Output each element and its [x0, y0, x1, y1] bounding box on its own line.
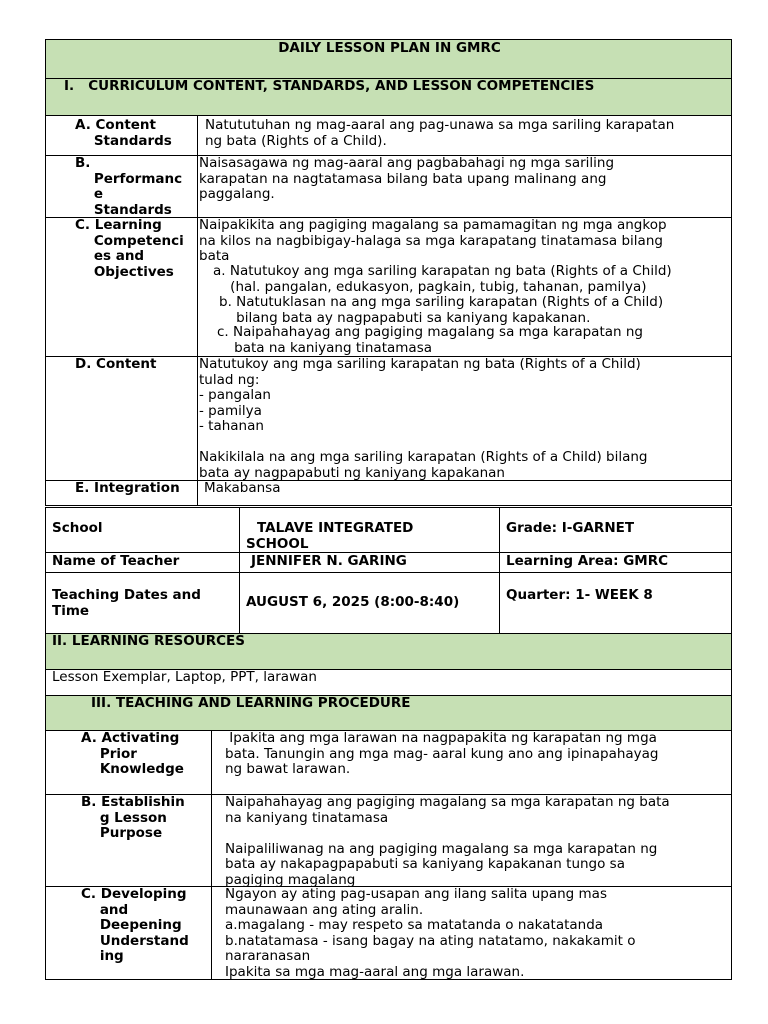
performance-standards-label: B. Performanc e Standards: [75, 155, 183, 218]
integration-label-cell: [45, 480, 198, 506]
school-value: TALAVE INTEGRATED SCHOOL: [246, 520, 414, 552]
content-standards-text-cell: [197, 115, 732, 156]
objective-b: b. Natutuklasan na ang mga sariling karapatan (Rights of a Child) bilang bata ay nagpapabuti sa kaniyang kapakanan.: [219, 294, 664, 326]
section2-heading: II. LEARNING RESOURCES: [52, 633, 245, 649]
grade-value: Grade: I-GARNET: [506, 520, 635, 536]
performance-standards-text: Naisasagawa ng mag-aaral ang pagbabahagi ng mga sariling karapatan na nagtatamasa bilang bata upang malinang ang paggalang.: [199, 155, 615, 202]
developing-text: Ngayon ay ating pag-usapan ang ilang salita upang mas maunawaan ang ating aralin. a.magalang - may respeto sa matatanda o nakatatanda b.natatamasa - isang bagay na ating natatamo, nakakamit o nararanasan Ipakita sa mga mag-aaral ang mga larawan.: [225, 886, 636, 980]
teacher-label-cell: [45, 552, 240, 573]
objective-c: c. Naipahahayag ang pagiging magalang sa mga karapatan ng bata na kaniyang tinatamasa: [217, 324, 643, 356]
content-text-cell: [197, 356, 732, 481]
content-standards-text: Natututuhan ng mag-aaral ang pag-unawa sa mga sariling karapatan ng bata (Rights of a Child).: [205, 117, 675, 149]
dates-value-cell: [239, 572, 500, 634]
section3-heading-row: [45, 695, 732, 731]
school-label-cell: [45, 507, 240, 553]
activating-label: A. Activating Prior Knowledge: [81, 730, 184, 777]
teacher-value: JENNIFER N. GARING: [251, 553, 407, 569]
content-standards-label-cell: [45, 115, 198, 156]
dates-value: AUGUST 6, 2025 (8:00-8:40): [246, 594, 460, 610]
content-label-cell: [45, 356, 198, 481]
dates-label-cell: [45, 572, 240, 634]
activating-text: Ipakita ang mga larawan na nagpapakita ng karapatan ng mga bata. Tanungin ang mga mag- aaral kung ano ang ipinapahayag ng bawat larawan.: [225, 730, 659, 777]
learning-area-cell: [499, 552, 732, 573]
school-label: School: [52, 520, 103, 536]
performance-standards-label-cell: [45, 155, 198, 218]
teacher-value-cell: [239, 552, 500, 573]
quarter-value: Quarter: 1- WEEK 8: [506, 587, 653, 603]
section2-heading-row: [45, 633, 732, 670]
establishing-text: Naipahahayag ang pagiging magalang sa mga karapatan ng bata na kaniyang tinatamasa Naipaliliwanag na ang pagiging magalang sa mga karapatan ng bata ay nakapagpapabuti sa kaniyang kapakanan tungo sa pagiging magalang: [225, 794, 670, 887]
learning-area-value: Learning Area: GMRC: [506, 553, 669, 569]
developing-label-cell: [45, 886, 212, 980]
content-standards-label: A. Content Standards: [75, 117, 172, 149]
section3-heading: III. TEACHING AND LEARNING PROCEDURE: [91, 695, 411, 711]
competencies-text-cell: [197, 217, 732, 357]
objective-a: a. Natutukoy ang mga sariling karapatan ng bata (Rights of a Child) (hal. pangalan, edukasyon, pagkain, tubig, tahanan, pamilya): [213, 263, 672, 295]
content-text: Natutukoy ang mga sariling karapatan ng bata (Rights of a Child) tulad ng: - pangalan - pamilya - tahanan Nakikilala na ang mga sariling karapatan (Rights of a Child) bilang bata ay nagpapabuti ng kaniyang kapakanan: [199, 356, 648, 481]
lesson-plan-title: DAILY LESSON PLAN IN GMRC: [278, 40, 501, 56]
grade-cell: [499, 507, 732, 553]
quarter-cell: [499, 572, 732, 634]
content-label: D. Content: [75, 356, 157, 372]
competencies-label: C. Learning Competenci es and Objectives: [75, 217, 184, 280]
integration-text: Makabansa: [204, 480, 281, 496]
integration-label: E. Integration: [75, 480, 180, 496]
developing-label: C. Developing and Deepening Understand ing: [81, 886, 189, 964]
section1-heading-row: [45, 78, 732, 116]
activating-label-cell: [45, 730, 212, 795]
performance-standards-text-cell: [197, 155, 732, 218]
activating-text-cell: [211, 730, 732, 795]
school-value-cell: [239, 507, 500, 553]
resources-row: [45, 669, 732, 696]
establishing-text-cell: [211, 794, 732, 887]
establishing-label-cell: [45, 794, 212, 887]
section1-heading: I. CURRICULUM CONTENT, STANDARDS, AND LESSON COMPETENCIES: [64, 78, 595, 94]
resources-text: Lesson Exemplar, Laptop, PPT, larawan: [52, 669, 317, 685]
title-row: [45, 39, 732, 79]
dates-label: Teaching Dates and Time: [52, 587, 201, 619]
developing-text-cell: [211, 886, 732, 980]
teacher-label: Name of Teacher: [52, 553, 180, 569]
integration-text-cell: [197, 480, 732, 506]
establishing-label: B. Establishin g Lesson Purpose: [81, 794, 185, 841]
competencies-label-cell: [45, 217, 198, 357]
competencies-text: Naipakikita ang pagiging magalang sa pamamagitan ng mga angkop na kilos na nagbibigay-halaga sa mga karapatang tinatamasa bilang bata: [199, 217, 667, 264]
